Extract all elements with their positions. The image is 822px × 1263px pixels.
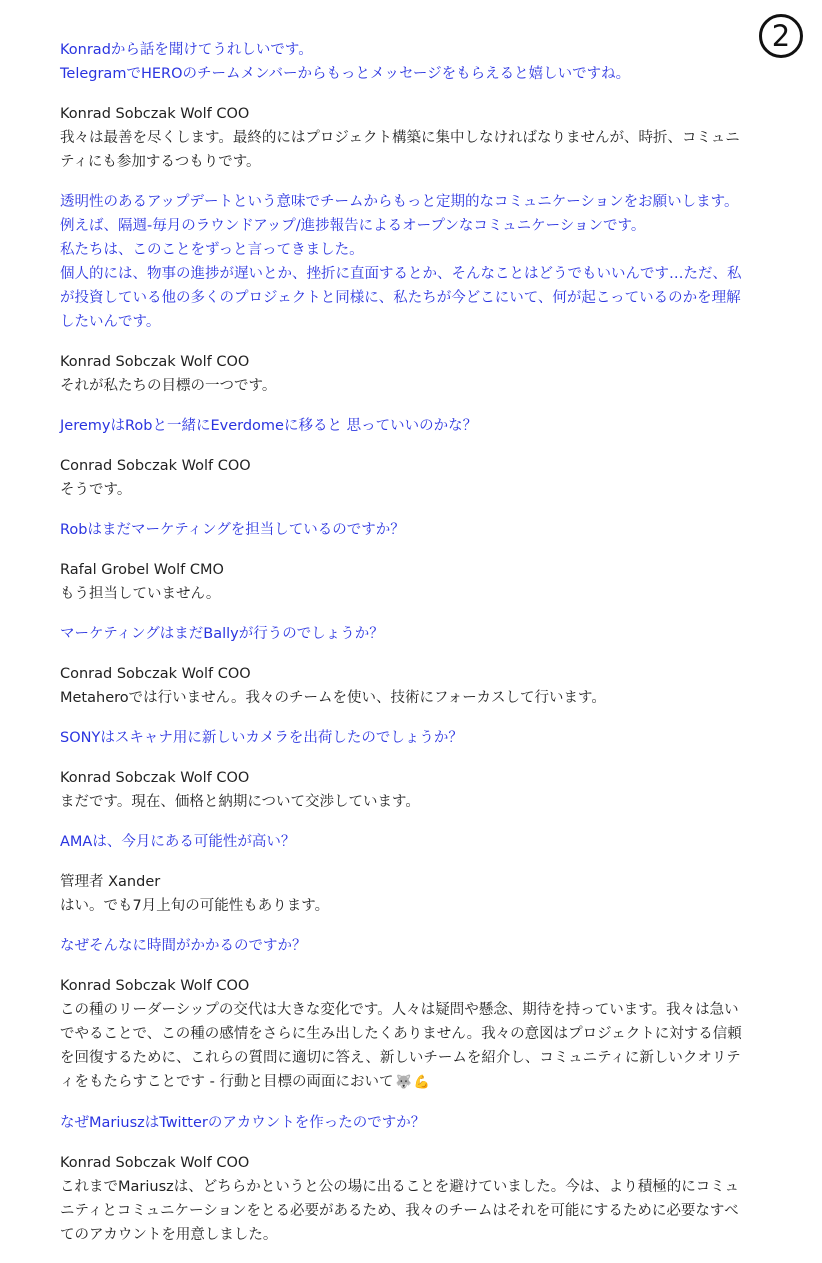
question-block (60, 1111, 760, 1135)
answer-text: Metaheroでは行いません。我々のチームを使い、技術にフォーカスして行います。 (60, 690, 606, 706)
answer-block (60, 102, 760, 174)
question-text: Konradから話を聞けてうれしいです。 (60, 42, 313, 58)
question-block (60, 414, 760, 438)
question-text: SONYはスキャナ用に新しいカメラを出荷したのでしょうか？ (60, 730, 463, 746)
question-block (60, 830, 760, 854)
question-text: TelegramでHEROのチームメンバーからもっとメッセージをもらえると嬉しいですね。 (60, 66, 631, 82)
question-text: JeremyはRobと一緒にEverdomeに移ると 思っていいのかな？ (60, 418, 478, 434)
question-block (60, 190, 760, 334)
question-text: 例えば、隔週-毎月のラウンドアップ/進捗報告によるオープンなコミュニケーションです。 (60, 218, 646, 234)
answer-block (60, 1151, 760, 1247)
speaker-name: 管理者 Xander (60, 874, 161, 890)
answer-block (60, 662, 760, 710)
question-text: 個人的には、物事の進捗が遅いとか、挫折に直面するとか、そんなことはどうでもいいんです…ただ、私 (60, 266, 742, 282)
wolf-emoji-icon: 🐺 (395, 1075, 412, 1090)
answer-text: てのアカウントを用意しました。 (60, 1227, 278, 1243)
answer-text: この種のリーダーシップの交代は大きな変化です。人々は疑問や懸念、期待を持っています。我々は急い (60, 1002, 739, 1018)
speaker-name: Konrad Sobczak Wolf COO (60, 106, 250, 122)
answer-text: これまでMariuszは、どちらかというと公の場に出ることを避けていました。今は、より積極的にコミュ (60, 1179, 739, 1195)
answer-text: でやることで、この種の感情をさらに生み出したくありません。我々の意図はプロジェクトに対する信頼 (60, 1026, 742, 1042)
question-block (60, 622, 760, 646)
question-text: マーケティングはまだBallyが行うのでしょうか？ (60, 626, 384, 642)
question-text: なぜそんなに時間がかかるのですか？ (60, 938, 307, 954)
speaker-name: Konrad Sobczak Wolf COO (60, 978, 250, 994)
answer-text: 我々は最善を尽くします。最終的にはプロジェクト構築に集中しなければなりませんが、時折、コミュニ (60, 130, 740, 146)
speaker-name: Konrad Sobczak Wolf COO (60, 1155, 250, 1171)
question-block (60, 726, 760, 750)
answer-text: まだです。現在、価格と納期について交渉しています。 (60, 794, 420, 810)
answer-text: もう担当していません。 (60, 586, 221, 602)
answer-text: そうです。 (60, 482, 132, 498)
speaker-name: Konrad Sobczak Wolf COO (60, 354, 250, 370)
answer-text: それが私たちの目標の一つです。 (60, 378, 277, 394)
flexed-biceps-emoji-icon: 💪 (413, 1075, 430, 1090)
answer-text: ィをもたらすことです - 行動と目標の両面において 🐺 💪 (60, 1070, 760, 1095)
answer-block (60, 870, 760, 918)
answer-block (60, 454, 760, 502)
answer-block (60, 766, 760, 814)
speaker-name: Rafal Grobel Wolf CMO (60, 562, 224, 578)
answer-text: ニティとコミュニケーションをとる必要があるため、我々のチームはそれを可能にするために必要なすべ (60, 1203, 739, 1219)
answer-text: はい。でも7月上旬の可能性もあります。 (60, 898, 330, 914)
question-text: Robはまだマーケティングを担当しているのですか？ (60, 522, 405, 538)
question-text: したいんです。 (60, 314, 161, 330)
speaker-name: Conrad Sobczak Wolf COO (60, 666, 251, 682)
answer-block (60, 350, 760, 398)
answer-text: ティにも参加するつもりです。 (60, 154, 261, 170)
question-text: 透明性のあるアップデートという意味でチームからもっと定期的なコミュニケーションをお願いします。 (60, 194, 739, 210)
answer-text: を回復するために、これらの質問に適切に答え、新しいチームを紹介し、コミュニティに新しいクオリテ (60, 1050, 741, 1066)
answer-block (60, 558, 760, 606)
question-block (60, 934, 760, 958)
page-number-badge (759, 14, 803, 58)
question-text: AMAは、今月にある可能性が高い？ (60, 834, 296, 850)
question-block (60, 38, 760, 86)
question-text: が投資している他の多くのプロジェクトと同様に、私たちが今どこにいて、何が起こっているのかを理解 (60, 290, 741, 306)
question-text: 私たちは、このことをずっと言ってきました。 (60, 242, 364, 258)
question-block (60, 518, 760, 542)
speaker-name: Konrad Sobczak Wolf COO (60, 770, 250, 786)
page-number: 2 (771, 18, 791, 53)
answer-block (60, 974, 760, 1095)
question-text: なぜMariuszはTwitterのアカウントを作ったのですか？ (60, 1115, 426, 1131)
speaker-name: Conrad Sobczak Wolf COO (60, 458, 251, 474)
qa-transcript (60, 38, 760, 1263)
